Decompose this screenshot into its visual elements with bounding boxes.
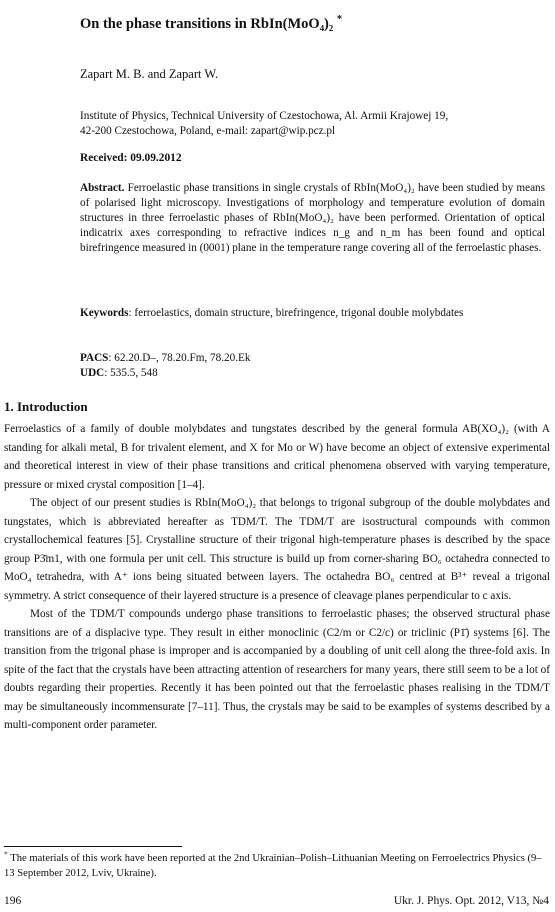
pacs-line — [80, 351, 250, 366]
received-label: Received: — [80, 152, 128, 164]
abstract-label: Abstract. — [80, 182, 125, 194]
section-heading: 1. Introduction — [4, 399, 88, 414]
footnote-mark: * — [4, 849, 8, 859]
title-footnote-mark: * — [336, 14, 343, 26]
paper-title — [80, 16, 520, 33]
section-body — [4, 420, 550, 735]
received-date — [80, 152, 182, 164]
affiliation-line-2: 42-200 Czestochowa, Poland, e-mail: zapart@wip.pcz.pl — [80, 125, 336, 137]
udc-value: : 535.5, 548 — [104, 367, 158, 379]
keywords — [80, 306, 545, 321]
pacs-label: PACS — [80, 352, 109, 364]
authors: Zapart M. B. and Zapart W. — [80, 67, 219, 81]
udc-label: UDC — [80, 367, 105, 379]
abstract-text: Ferroelastic phase transitions in single crystals of RbIn(MoO₄)₂ have been studied by means of polarised light microscopy. Investigations of morphology and temperature evolution of domain structures in three ferroelastic phases of RbIn(MoO₄)₂ have been performed. Orientation of optical indicatrix axes corresponding to refractive indices n_g and n_m has been found and optical birefringence measured in (0001) plane in the temperature range covering all of the ferroelastic phases. — [80, 182, 545, 254]
page-number: 196 — [4, 895, 22, 907]
title-text: On the phase transitions in RbIn(MoO₄)₂ — [80, 16, 334, 32]
keywords-text: : ferroelastics, domain structure, birefringence, trigonal double molybdates — [128, 307, 464, 319]
body-paragraph: Most of the TDM/T compounds undergo phase transitions to ferroelastic phases; the observed structural phase transitions are of a displacive type. They result in either monoclinic (C2/m or C2/c) or triclinic (P1̄) systems [6]. The transition from the trigonal phase is improper and is accompanied by a doubling of unit cell along the three-fold axis. In spite of the fact that the crystals have been attracting attention of researchers for many years, there still seem to be a lot of doubts regarding their properties. Recently it has been pointed out that the ferroelastic phases realising in the TDM/T may be simultaneously incommensurate [7–11]. Thus, the crystals may be said to be examples of systems described by a multi-component order parameter. — [4, 608, 550, 731]
footnote-text: The materials of this work have been reported at the 2nd Ukrainian–Polish–Lithuanian Meeting on Ferroelectrics Physics (9–13 September 2012, Lviv, Ukraine). — [4, 853, 542, 879]
affiliation-line-1: Institute of Physics, Technical University of Czestochowa, Al. Armii Krajowej 19, — [80, 110, 449, 122]
body-paragraph: The object of our present studies is RbIn(MoO₄)₂ that belongs to trigonal subgroup of the double molybdates and tungstates, which is abbreviated hereafter as TDM/T. The TDM/T are isostructural compounds with common crystallochemical features [5]. Crystalline structure of their trigonal high-temperature phases is described by the space group P3̄m1, with one formula per unit cell. This structure is build up from corner-sharing BO₆ octahedra connected to MoO₄ tetrahedra, with A⁺ ions being situated between layers. The octahedra BO₆ centred at B³⁺ reveal a trigonal symmetry. A strict consequence of their layered structure is a presence of cleavage planes perpendicular to c axis. — [4, 497, 550, 602]
footnote-divider — [4, 846, 182, 847]
pacs-value: : 62.20.D–, 78.20.Fm, 78.20.Ek — [108, 352, 251, 364]
affiliation — [80, 109, 545, 139]
footnote — [4, 851, 550, 881]
udc-line — [80, 366, 250, 381]
classification — [80, 351, 250, 381]
keywords-label: Keywords — [80, 307, 129, 319]
body-paragraph: Ferroelastics of a family of double molybdates and tungstates described by the general formula AB(XO₄)₂ (with A standing for alkali metal, B for trivalent element, and X for Mo or W) have become an object of extensive experimental and theoretical interest in view of their phase transitions and critical phenomena observed with varying temperature, pressure or mixed crystal composition [1–4]. — [4, 423, 550, 491]
journal-reference: Ukr. J. Phys. Opt. 2012, V13, №4 — [393, 895, 549, 907]
abstract — [80, 181, 545, 256]
received-value: 09.09.2012 — [130, 152, 182, 164]
